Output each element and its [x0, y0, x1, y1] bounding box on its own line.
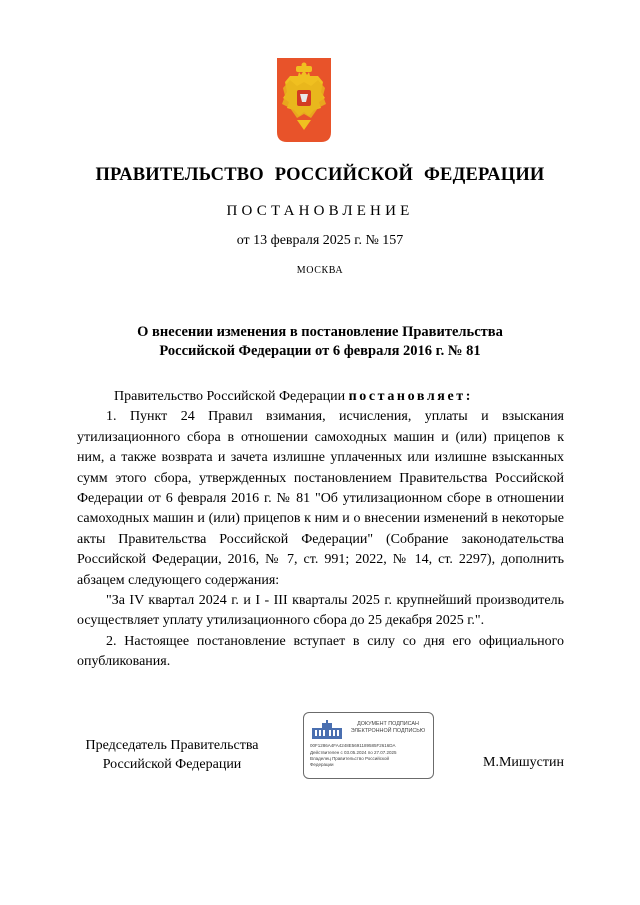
stamp-validity: Действителен с 03.05.2024 по 27.07.2025 [310, 750, 397, 755]
stamp-owner-line-1: Владелец Правительство Российской [310, 756, 390, 761]
document-body [77, 387, 564, 673]
paragraph-2: 2. Настоящее постановление вступает в силу со дня его официального опубликования. [77, 633, 564, 670]
government-building-icon [310, 720, 344, 741]
quoted-paragraph: "За IV квартал 2024 г. и I - III кварталы 2025 г. крупнейший производитель осуществляет уплату утилизационного сбора до 25 декабря 2025 г.". [77, 593, 564, 629]
document-date-number: от 13 февраля 2025 г. № 157 [236, 233, 404, 248]
stamp-heading [344, 721, 432, 735]
signer-name: М.Мишустин [483, 755, 564, 770]
electronic-signature-stamp [303, 712, 434, 779]
intro-text: Правительство Российской Федерации [114, 389, 349, 404]
stamp-certificate: 00F1286A4FA4248E5691189585F2616DA [310, 743, 396, 748]
state-emblem-icon [277, 58, 331, 142]
decree-verb: постановляет: [348, 389, 473, 404]
intro-paragraph [77, 387, 564, 407]
document-subject [0, 323, 640, 361]
signer-title-line-1: Председатель Правительства [85, 738, 259, 753]
signer-title-line-2: Российской Федерации [102, 757, 242, 772]
document-city: МОСКВА [296, 265, 344, 276]
government-name: ПРАВИТЕЛЬСТВО РОССИЙСКОЙ ФЕДЕРАЦИИ [95, 165, 545, 185]
stamp-heading-line-1: ДОКУМЕНТ ПОДПИСАН [357, 721, 419, 727]
stamp-owner-line-2: Федерации [310, 762, 334, 767]
signer-title [77, 736, 267, 774]
document-type: ПОСТАНОВЛЕНИЕ [226, 203, 414, 219]
paragraph-1: 1. Пункт 24 Правил взимания, исчисления, уплаты и взыскания утилизационного сбора в отношении самоходных машин и (или) прицепов к ним, а также возврата и зачета излишне уплаченных или излишне взысканных сумм этого сбора, утвержденных постановлением Правительства Российской Федерации от 6 февраля 2016 г. № 81 "Об утилизационном сборе в отношении самоходных машин и (или) прицепов к ним и о внесении изменений в некоторые акты Правительства Российской Федерации" (Собрание законодательства Российской Федерации, 2016, № 7, ст. 991; 2022, № 14, ст. 2297), дополнить абзацем следующего содержания: [77, 409, 564, 588]
subject-line-2: Российской Федерации от 6 февраля 2016 г. № 81 [159, 343, 481, 359]
stamp-heading-line-2: ЭЛЕКТРОННОЙ ПОДПИСЬЮ [350, 728, 426, 734]
subject-line-1: О внесении изменения в постановление Правительства [137, 324, 503, 340]
